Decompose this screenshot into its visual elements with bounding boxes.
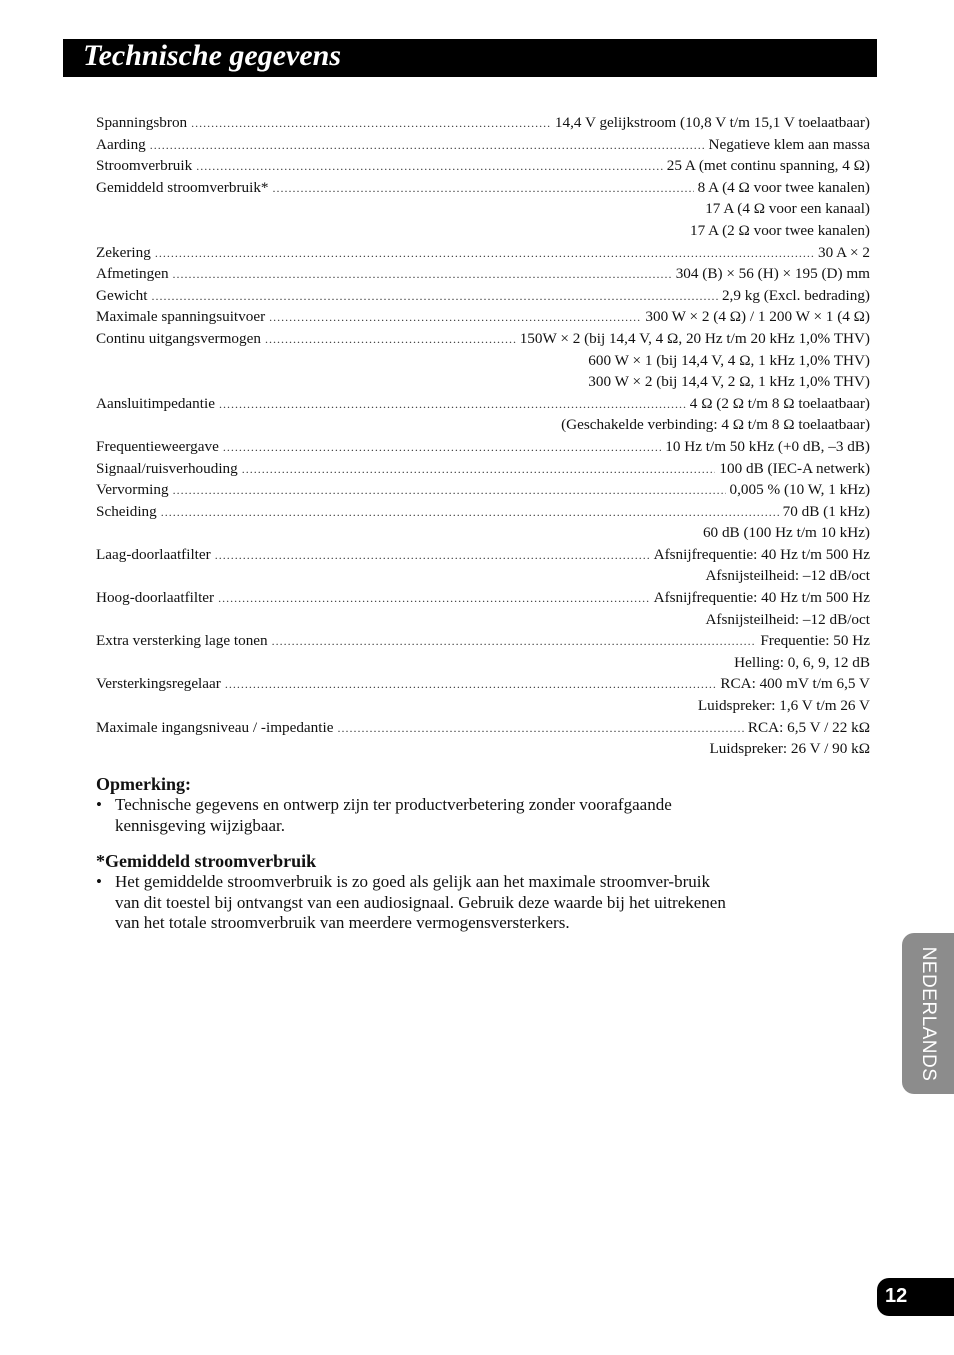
spec-row-continuation [96,371,870,393]
spec-row-continuation [96,522,870,544]
spec-value: Afsnijfrequentie: 40 Hz t/m 500 Hz [653,545,870,563]
dot-leader [337,718,743,740]
dot-leader [223,437,661,459]
spec-label: Continu uitgangsvermogen [96,329,261,347]
spec-label: Aansluitimpedantie [96,394,215,412]
spec-value: 0,005 % (10 W, 1 kHz) [729,481,870,499]
spec-label: Signaal/ruisverhouding [96,459,238,477]
dot-leader [173,264,672,286]
spec-row [96,393,870,415]
spec-value: Luidspreker: 1,6 V t/m 26 V [697,697,870,715]
spec-value: RCA: 6,5 V / 22 kΩ [747,718,870,736]
dot-leader [150,135,705,157]
spec-value: 8 A (4 Ω voor twee kanalen) [697,178,870,196]
spec-label: Stroomverbruik [96,157,193,175]
spec-row-continuation [96,565,870,587]
spec-value: 70 dB (1 kHz) [782,502,870,520]
dot-leader [215,545,650,567]
spec-label: Spanningsbron [96,114,188,131]
spec-label: Zekering [96,243,151,261]
spec-row [96,155,870,177]
spec-row-continuation [96,738,870,760]
spec-value: 17 A (4 Ω voor een kanaal) [705,200,870,218]
spec-row-continuation [96,198,870,220]
spec-value: (Geschakelde verbinding: 4 Ω t/m 8 Ω toelaatbaar) [561,416,870,434]
spec-value: 300 W × 2 (bij 14,4 V, 2 Ω, 1 kHz 1,0% THV) [588,373,870,391]
spec-value: Helling: 0, 6, 9, 12 dB [734,653,870,671]
spec-row [96,285,870,307]
spec-value: 4 Ω (2 Ω t/m 8 Ω toelaatbaar) [689,394,870,412]
dot-leader [273,178,694,200]
spec-value: 17 A (2 Ω voor twee kanalen) [690,221,870,239]
spec-row [96,458,870,480]
notes-section [96,773,736,934]
note-bullet: • Technische gegevens en ontwerp zijn ter productverbetering zonder voorafgaande kennisgeving wijzigbaar. [96,795,736,836]
spec-label: Afmetingen [96,265,169,283]
spec-value: Afsnijsteilheid: –12 dB/oct [705,610,870,628]
spec-label: Extra versterking lage tonen [96,632,268,650]
spec-value: Afsnijfrequentie: 40 Hz t/m 500 Hz [653,589,870,607]
note-heading: *Gemiddeld stroomverbruik [96,851,317,871]
dot-leader [219,394,686,416]
spec-row-continuation [96,695,870,717]
language-tab-label: NEDERLANDS [918,946,939,1081]
spec-label: Aarding [96,135,146,153]
spec-row-continuation [96,350,870,372]
spec-list [96,112,870,760]
spec-row [96,717,870,739]
note-heading: Opmerking: [96,774,192,794]
spec-row [96,306,870,328]
spec-row [96,501,870,523]
spec-row-continuation [96,609,870,631]
dot-leader [196,156,663,178]
note-list [96,872,736,934]
dot-leader [151,286,718,308]
dot-leader [269,307,641,329]
spec-label: Maximale spanningsuitvoer [96,308,266,326]
spec-value: Luidspreker: 26 V / 90 kΩ [709,740,870,758]
spec-label: Maximale ingangsniveau / -impedantie [96,718,334,736]
dot-leader [225,674,717,696]
spec-value: Negatieve klem aan massa [708,135,870,153]
spec-row [96,436,870,458]
dot-leader [191,113,551,135]
dot-leader [265,329,516,351]
spec-row [96,673,870,695]
spec-value: 10 Hz t/m 50 kHz (+0 dB, –3 dB) [665,437,870,455]
spec-row [96,242,870,264]
spec-value: 60 dB (100 Hz t/m 10 kHz) [702,524,870,542]
spec-value: 600 W × 1 (bij 14,4 V, 4 Ω, 1 kHz 1,0% THV) [588,351,870,369]
spec-value: 300 W × 2 (4 Ω) / 1 200 W × 1 (4 Ω) [645,308,870,326]
note-block [96,850,736,934]
page-number-badge [877,1278,954,1316]
spec-label: Gemiddeld stroomverbruik* [96,178,269,196]
spec-value: 2,9 kg (Excl. bedrading) [721,286,870,304]
title-bar [63,39,877,77]
spec-row [96,112,870,134]
spec-row [96,544,870,566]
spec-value: 304 (B) × 56 (H) × 195 (D) mm [675,265,870,283]
spec-label: Vervorming [96,481,169,499]
dot-leader [173,480,726,502]
spec-value: Afsnijsteilheid: –12 dB/oct [705,567,870,585]
spec-row [96,587,870,609]
note-bullet: • Het gemiddelde stroomverbruik is zo goed als gelijk aan het maximale stroomver-bruik van dit toestel bij ontvangst van een audiosignaal. Gebruik deze waarde bij het uitrekenen van het totale stroomverbruik van meerdere vermogensversterkers. [96,872,736,934]
spec-label: Gewicht [96,286,148,304]
note-block [96,773,736,836]
dot-leader [272,631,757,653]
dot-leader [242,459,716,481]
dot-leader [218,588,650,610]
spec-row [96,479,870,501]
spec-value: 150W × 2 (bij 14,4 V, 4 Ω, 20 Hz t/m 20 kHz 1,0% THV) [519,329,870,347]
spec-value: Frequentie: 50 Hz [760,632,870,650]
spec-row [96,630,870,652]
spec-row-continuation [96,414,870,436]
page-title: Technische gegevens [83,39,342,72]
spec-value: 100 dB (IEC-A netwerk) [719,459,870,477]
spec-row [96,328,870,350]
spec-value: 30 A × 2 [817,243,870,261]
dot-leader [155,243,814,265]
language-tab [902,933,954,1094]
spec-label: Frequentieweergave [96,437,219,455]
spec-value: RCA: 400 mV t/m 6,5 V [720,675,870,693]
spec-row-continuation [96,220,870,242]
note-list [96,795,736,836]
dot-leader [161,502,779,524]
spec-label: Hoog-doorlaatfilter [96,589,215,607]
spec-row-continuation [96,652,870,674]
spec-label: Versterkingsregelaar [96,675,221,693]
spec-label: Laag-doorlaatfilter [96,545,211,563]
spec-row [96,134,870,156]
spec-label: Scheiding [96,502,157,520]
page-number: 12 [885,1285,908,1307]
spec-value: 14,4 V gelijkstroom (10,8 V t/m 15,1 V toelaatbaar) [554,114,870,131]
spec-row [96,263,870,285]
spec-row [96,177,870,199]
spec-value: 25 A (met continu spanning, 4 Ω) [666,157,870,175]
